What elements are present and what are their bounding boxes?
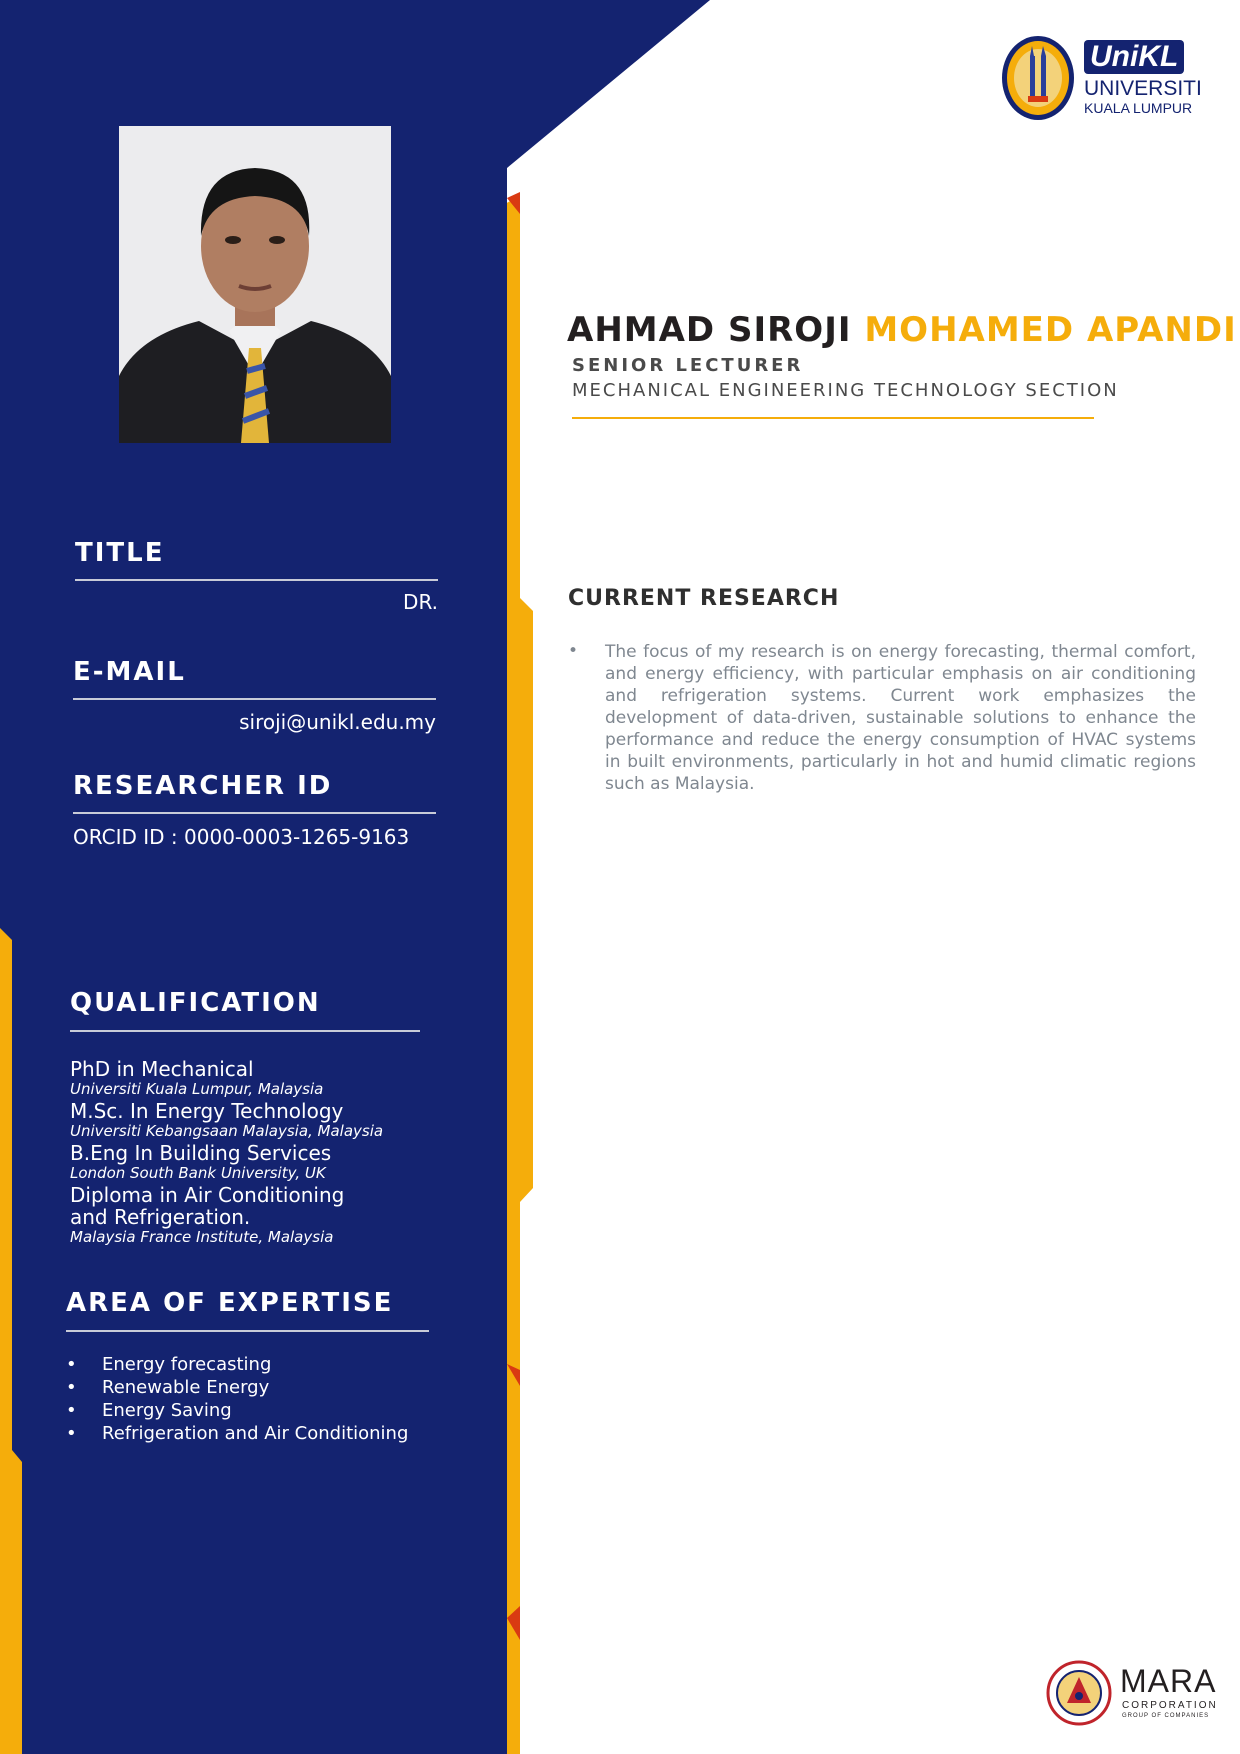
qualification-institution: Malaysia France Institute, Malaysia (70, 1228, 334, 1246)
orcid-value: ORCID ID : 0000-0003-1265-9163 (73, 825, 410, 849)
qualification-degree: M.Sc. In Energy Technology (70, 1099, 344, 1123)
email-value[interactable]: siroji@unikl.edu.my (239, 710, 436, 734)
mara-brand: MARA (1120, 1663, 1217, 1699)
title-value: DR. (403, 590, 438, 614)
unikl-line2: KUALA LUMPUR (1084, 100, 1193, 116)
qualification-list (70, 1058, 470, 1246)
expertise-item: • Refrigeration and Air Conditioning (66, 1422, 466, 1445)
qualification-degree: B.Eng In Building Services (70, 1141, 332, 1165)
qualification-institution: Universiti Kuala Lumpur, Malaysia (70, 1080, 324, 1098)
unikl-logo (1000, 34, 1202, 124)
unikl-line1: UNIVERSITI (1084, 77, 1202, 100)
title-rule (75, 579, 438, 581)
position-title: SENIOR LECTURER (572, 355, 804, 376)
expertise-rule (66, 1330, 429, 1332)
researcher-id-heading: RESEARCHER ID (73, 771, 333, 801)
qualification-institution: London South Bank University, UK (70, 1164, 326, 1182)
unikl-seal-icon (1000, 34, 1080, 122)
qualification-degree-cont: and Refrigeration. (70, 1205, 251, 1229)
qualification-degree: Diploma in Air Conditioning (70, 1183, 345, 1207)
current-research-heading: CURRENT RESEARCH (568, 586, 840, 611)
profile-photo (119, 126, 391, 443)
qualification-heading: QUALIFICATION (70, 988, 321, 1018)
researcher-id-rule (73, 812, 436, 814)
email-heading: E-MAIL (73, 657, 186, 687)
qualification-degree: PhD in Mechanical (70, 1057, 254, 1081)
qualification-rule (70, 1030, 420, 1032)
mara-logo (1046, 1660, 1221, 1730)
portrait-icon (119, 126, 391, 443)
expertise-item: • Energy Saving (66, 1399, 466, 1422)
title-heading: TITLE (75, 538, 165, 568)
unikl-brand: UniKL (1084, 40, 1184, 74)
mara-seal-icon (1046, 1660, 1112, 1726)
expertise-item: • Energy forecasting (66, 1353, 466, 1376)
name-first: AHMAD SIROJI (567, 310, 852, 350)
expertise-item: • Renewable Energy (66, 1376, 466, 1399)
qualification-institution: Universiti Kebangsaan Malaysia, Malaysia (70, 1122, 384, 1140)
expertise-heading: AREA OF EXPERTISE (66, 1288, 394, 1318)
name-last: MOHAMED APANDI (864, 310, 1237, 350)
header-rule (572, 417, 1094, 419)
current-research-text: The focus of my research is on energy forecasting, thermal comfort, and energy efficiency, with particular emphasis on air conditioning and refrigeration systems. Current work emphasizes the development of data-driven, sustainable solutions to enhance the performance and reduce the energy consumption of HVAC systems in built environments, particularly in hot and humid climatic regions such as Malaysia. (605, 642, 1196, 794)
full-name (567, 310, 1237, 350)
email-rule (73, 698, 436, 700)
department: MECHANICAL ENGINEERING TECHNOLOGY SECTION (572, 380, 1119, 401)
expertise-list (66, 1353, 466, 1445)
mara-line1: CORPORATION (1122, 1700, 1218, 1711)
mara-line2: GROUP OF COMPANIES (1122, 1713, 1210, 1719)
research-bullet: • (568, 641, 579, 661)
